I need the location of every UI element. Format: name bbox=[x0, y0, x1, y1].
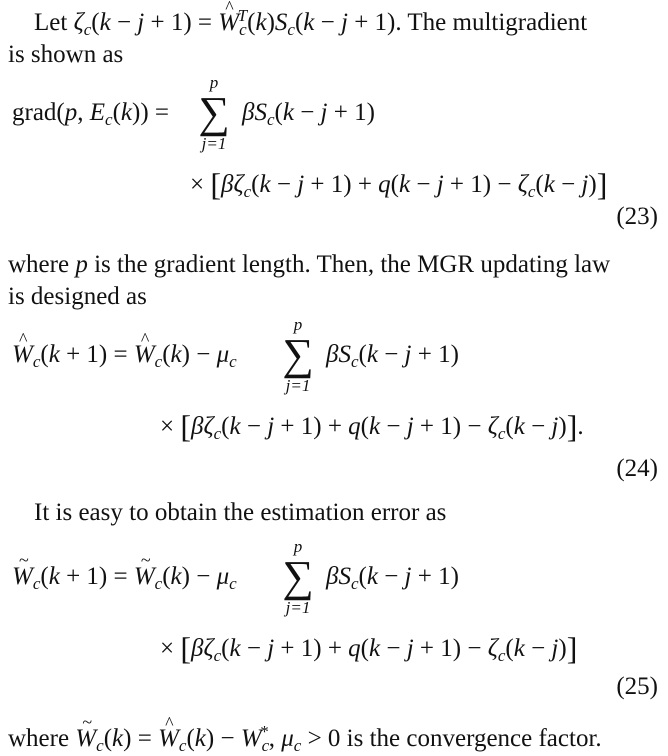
paragraph-1-line-1: Let $\zeta_c(k - j + 1)$ = ^ $W_c^T(k)S_c(k - j + 1)$. The multigradient bbox=[34, 10, 587, 35]
paragraph-2-line-1: where p is the gradient length. Then, the MGR updating law bbox=[8, 251, 611, 278]
equation-23-rhs-line-1: $\beta S_c(k - j + 1)$ bbox=[242, 99, 375, 130]
equation-25-sum-symbol: p ∑ j=1 bbox=[282, 537, 314, 617]
paragraph-1-line-2: is shown as bbox=[8, 41, 124, 68]
equation-24-number: (24) bbox=[616, 455, 658, 482]
equation-23-sum-symbol: p ∑ j=1 bbox=[198, 73, 230, 153]
equation-25-number: (25) bbox=[616, 673, 658, 700]
paragraph-3-line-1: It is easy to obtain the estimation error as bbox=[34, 499, 447, 526]
equation-24-rhs-line-1: $\beta S_c(k - j + 1)$ bbox=[326, 341, 459, 372]
equation-25-lhs: ~ $W_c(k + 1)$ = ~ $W_c(k) - \mu_c$ bbox=[12, 564, 237, 589]
equation-23-number: (23) bbox=[616, 203, 658, 230]
equation-24-sum-symbol: p ∑ j=1 bbox=[282, 315, 314, 395]
paragraph-4-line-1: where ~ $W_c(k)$ = ^ $W_c(k) - W_c^*$, $\mu_c > 0$ is the convergence factor. bbox=[8, 726, 602, 751]
equation-24-rhs-line-2: × $[\beta\zeta_c(k - j + 1) + q(k - j + 1) - \zeta_c(k - j)]$. bbox=[160, 408, 584, 444]
paragraph-2-line-2: is designed as bbox=[8, 283, 147, 310]
equation-25-rhs-line-1: $\beta S_c(k - j + 1)$ bbox=[326, 563, 459, 594]
equation-24-lhs: ^ $W_c(k + 1)$ = ^ $W_c(k) - \mu_c$ bbox=[12, 342, 237, 367]
equation-25-rhs-line-2: × $[\beta\zeta_c(k - j + 1) + q(k - j + 1) - \zeta_c(k - j)]$ bbox=[160, 630, 578, 666]
equation-23-lhs: grad(p, $E_c(k)$) = bbox=[12, 99, 170, 130]
equation-23-rhs-line-2: × $[\beta\zeta_c(k - j + 1) + q(k - j + 1) - \zeta_c(k - j)]$ bbox=[190, 166, 608, 202]
